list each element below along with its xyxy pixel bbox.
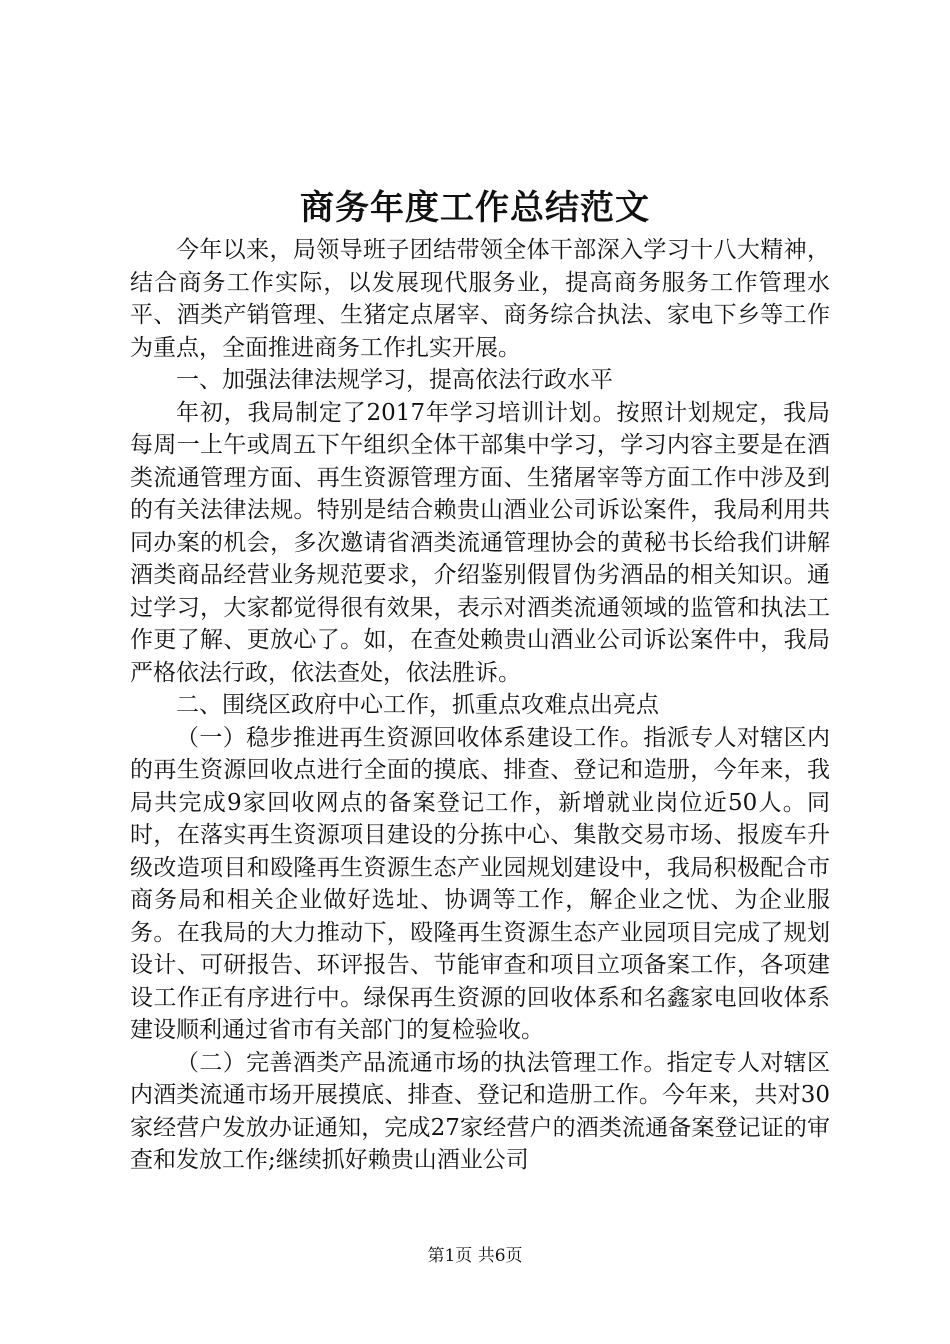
document-body — [130, 234, 830, 1177]
section-heading-2: 二、围绕区政府中心工作，抓重点攻难点出亮点 — [176, 692, 659, 718]
document-title: 商务年度工作总结范文 — [300, 188, 650, 228]
section-1-paragraph: 年初，我局制定了2017年学习培训计划。按照计划规定，我局每周一上午或周五下午组织全体干部集中学习，学习内容主要是在酒类流通管理方面、再生资源管理方面、生猪屠宰等方面工作中涉及到的有关法律法规。特别是结合赖贵山酒业公司诉讼案件，我局利用共同办案的机会，多次邀请省酒类流通管理协会的黄秘书长给我们讲解酒类商品经营业务规范要求，介绍鉴别假冒伪劣酒品的相关知识。通过学习，大家都觉得很有效果，表示对酒类流通领域的监管和执法工作更了解、更放心了。如，在查处赖贵山酒业公司诉讼案件中，我局严格依法行政，依法查处，依法胜诉。 — [130, 399, 830, 686]
subsection-1-paragraph: （一）稳步推进再生资源回收体系建设工作。指派专人对辖区内的再生资源回收点进行全面的摸底、排查、登记和造册，今年来，我局共完成9家回收网点的备案登记工作，新增就业岗位近50人。同时，在落实再生资源项目建设的分拣中心、集散交易市场、报废车升级改造项目和殴隆再生资源生态产业园规划建设中，我局积极配合市商务局和相关企业做好选址、协调等工作，解企业之忧、为企业服务。在我局的大力推动下，殴隆再生资源生态产业园项目完成了规划设计、可研报告、环评报告、节能审查和项目立项备案工作，各项建设工作正有序进行中。绿保再生资源的回收体系和名鑫家电回收体系建设顺利通过省市有关部门的复检验收。 — [130, 724, 830, 1043]
page-number-footer: 第1页 共6页 — [427, 1246, 523, 1266]
subsection-2-paragraph: （二）完善酒类产品流通市场的执法管理工作。指定专人对辖区内酒类流通市场开展摸底、排查、登记和造册工作。今年来，共对30家经营户发放办证通知，完成27家经营户的酒类流通备案登记证的审查和发放工作;继续抓好赖贵山酒业公司 — [130, 1049, 830, 1173]
section-heading-1: 一、加强法律法规学习，提高依法行政水平 — [176, 367, 613, 393]
intro-paragraph: 今年以来，局领导班子团结带领全体干部深入学习十八大精神，结合商务工作实际，以发展现代服务业，提高商务服务工作管理水平、酒类产销管理、生猪定点屠宰、商务综合执法、家电下乡等工作为重点，全面推进商务工作扎实开展。 — [130, 237, 830, 361]
